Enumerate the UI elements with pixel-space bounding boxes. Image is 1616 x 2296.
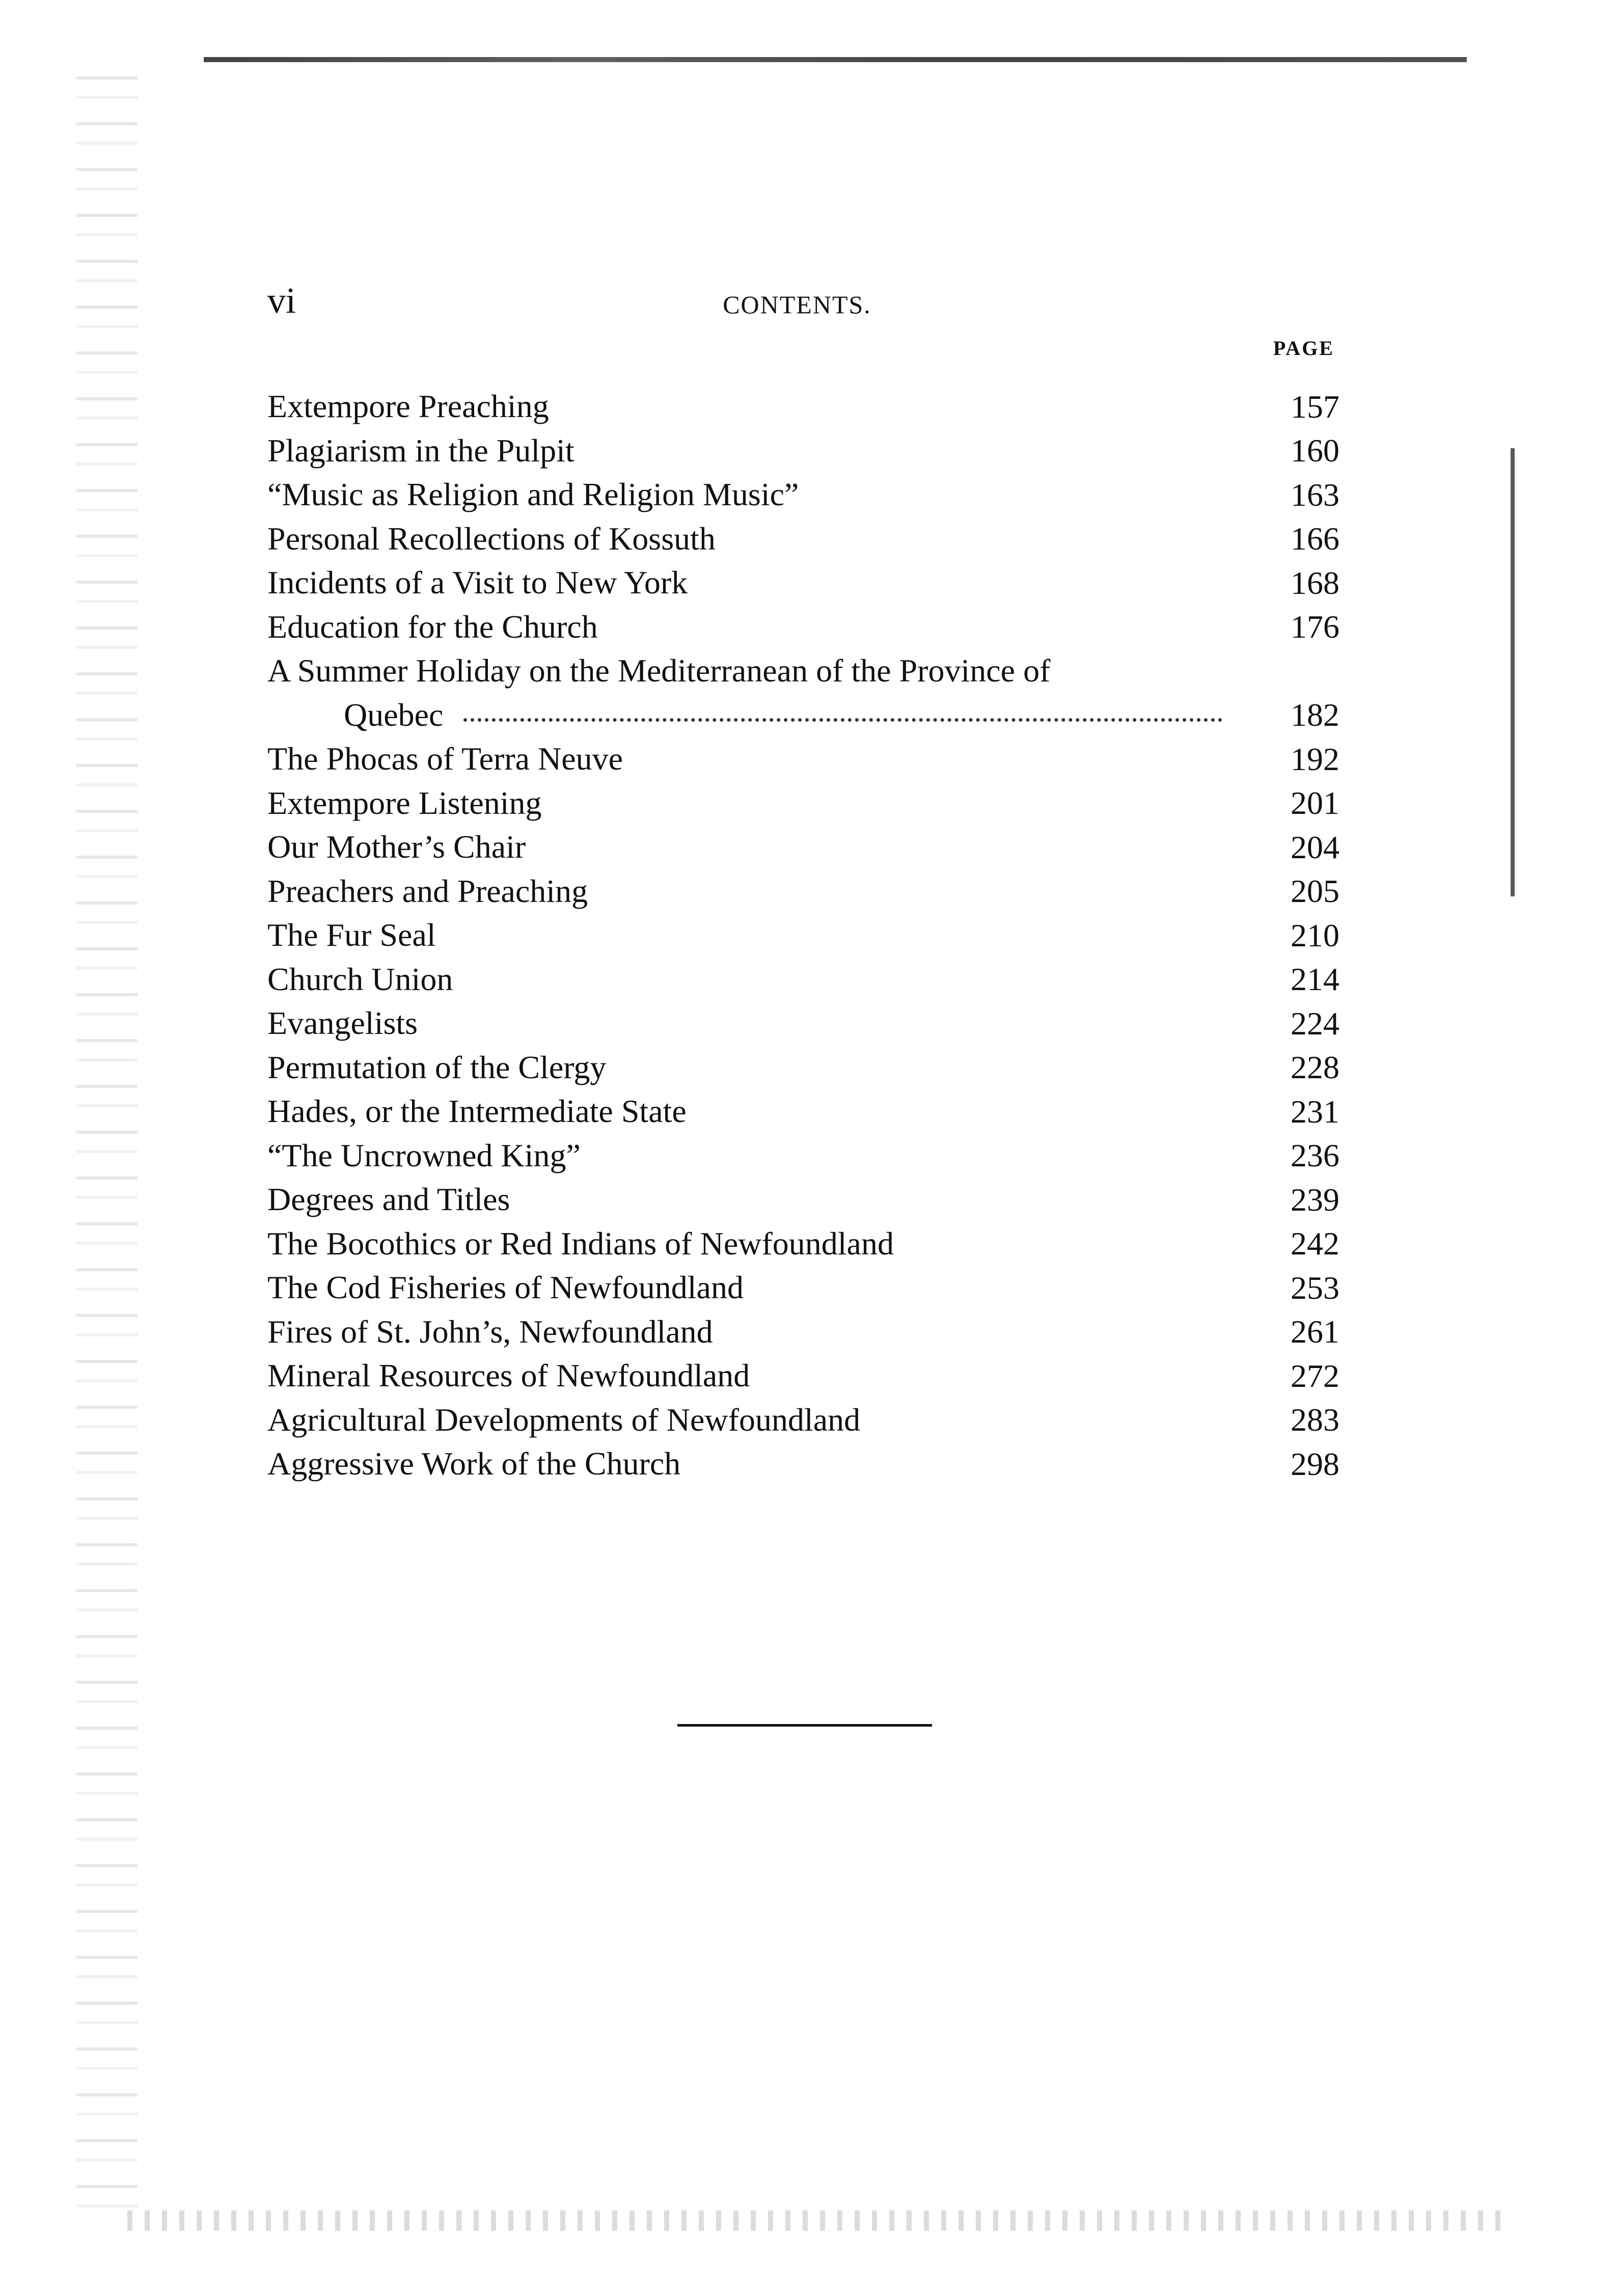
running-title: CONTENTS. [723,290,871,319]
toc-page-number: 192 [1291,741,1339,777]
toc-entry-title: “Music as Religion and Religion Music” [267,476,799,512]
toc-entry [267,958,1339,1002]
toc-entry-title: Personal Recollections of Kossuth [267,520,716,557]
toc-entry [267,1442,1339,1486]
toc-entry-title: “The Uncrowned King” [267,1137,581,1173]
toc-entry [267,1046,1339,1090]
toc-page-number: 253 [1291,1269,1339,1306]
toc-entry [267,1310,1339,1354]
toc-entry [267,473,1339,517]
toc-entry [267,825,1339,869]
toc-entry-title: The Cod Fisheries of Newfoundland [267,1269,744,1305]
toc-dot-leader [463,718,1222,722]
toc-entry-title: Plagiarism in the Pulpit [267,432,574,469]
toc-entry [267,385,1339,429]
toc-entry [267,649,1339,737]
toc-entry-title: Our Mother’s Chair [267,829,526,865]
toc-page-number: 168 [1291,564,1339,601]
toc-page-number: 272 [1291,1357,1339,1394]
toc-entry [267,605,1339,649]
toc-entry-title: Incidents of a Visit to New York [267,564,688,600]
toc-entry [267,561,1339,605]
toc-entry [267,1354,1339,1398]
toc-page-number: 239 [1291,1181,1339,1218]
toc-entry [267,1134,1339,1178]
toc-page-number: 228 [1291,1049,1339,1085]
toc-entry [267,737,1339,781]
toc-page-number: 201 [1291,785,1339,821]
toc-page-number: 210 [1291,917,1339,953]
toc-entry-title: Fires of St. John’s, Newfoundland [267,1313,713,1350]
toc-page-number: 214 [1291,961,1339,997]
toc-entry [267,429,1339,473]
toc-entry-title: Aggressive Work of the Church [267,1445,681,1482]
toc-page-number: 236 [1291,1137,1339,1173]
toc-entry-title-continuation: Quebec [344,697,444,733]
toc-page-number: 160 [1291,432,1339,469]
scan-left-binding-edge [76,76,138,2216]
toc-entry-title: Extempore Listening [267,784,542,821]
toc-entry-title: Hades, or the Intermediate State [267,1093,687,1129]
toc-entry [267,1178,1339,1222]
toc-entry [267,869,1339,914]
table-of-contents [267,385,1339,1486]
toc-page-number: 157 [1291,388,1339,425]
scan-top-edge [204,57,1467,62]
toc-entry-title: Agricultural Developments of Newfoundland [267,1401,861,1438]
toc-entry-title: The Fur Seal [267,917,436,953]
toc-entry [267,1089,1339,1134]
toc-page-number: 163 [1291,476,1339,513]
toc-page-number: 176 [1291,609,1339,645]
toc-entry-title: Education for the Church [267,608,598,645]
toc-entry [267,913,1339,958]
running-head [267,275,1327,326]
toc-page-number: 242 [1291,1225,1339,1262]
toc-entry-title: Preachers and Preaching [267,872,588,909]
toc-page-number: 283 [1291,1402,1339,1438]
toc-entry-title: The Phocas of Terra Neuve [267,741,623,777]
toc-page-number: 224 [1291,1005,1339,1042]
toc-entry-title: Extempore Preaching [267,388,549,424]
toc-entry-title: A Summer Holiday on the Mediterranean of the Province of [267,652,1051,689]
toc-entry [267,1266,1339,1310]
toc-page-number: 298 [1291,1445,1339,1482]
toc-entry [267,517,1339,561]
toc-entry-title: Permutation of the Clergy [267,1049,607,1085]
folio-number: vi [267,280,296,321]
toc-entry [267,1001,1339,1046]
toc-page-number: 166 [1291,521,1339,557]
page-column-label: PAGE [1273,337,1334,360]
toc-entry-title: The Bocothics or Red Indians of Newfoundland [267,1225,894,1262]
toc-entry [267,781,1339,826]
toc-entry-title: Evangelists [267,1005,418,1041]
toc-entry-title: Degrees and Titles [267,1181,510,1217]
section-divider-rule [677,1724,932,1727]
toc-entry [267,1398,1339,1442]
toc-entry-title: Mineral Resources of Newfoundland [267,1357,750,1393]
toc-entry-title: Church Union [267,961,453,997]
toc-page-number: 231 [1291,1093,1339,1130]
toc-page-number: 182 [1291,697,1339,733]
toc-page-number: 204 [1291,829,1339,865]
toc-page-number: 261 [1291,1314,1339,1350]
scan-bottom-edge [127,2210,1502,2231]
scan-right-margin-mark [1511,448,1515,896]
toc-page-number: 205 [1291,873,1339,909]
toc-entry [267,1222,1339,1266]
